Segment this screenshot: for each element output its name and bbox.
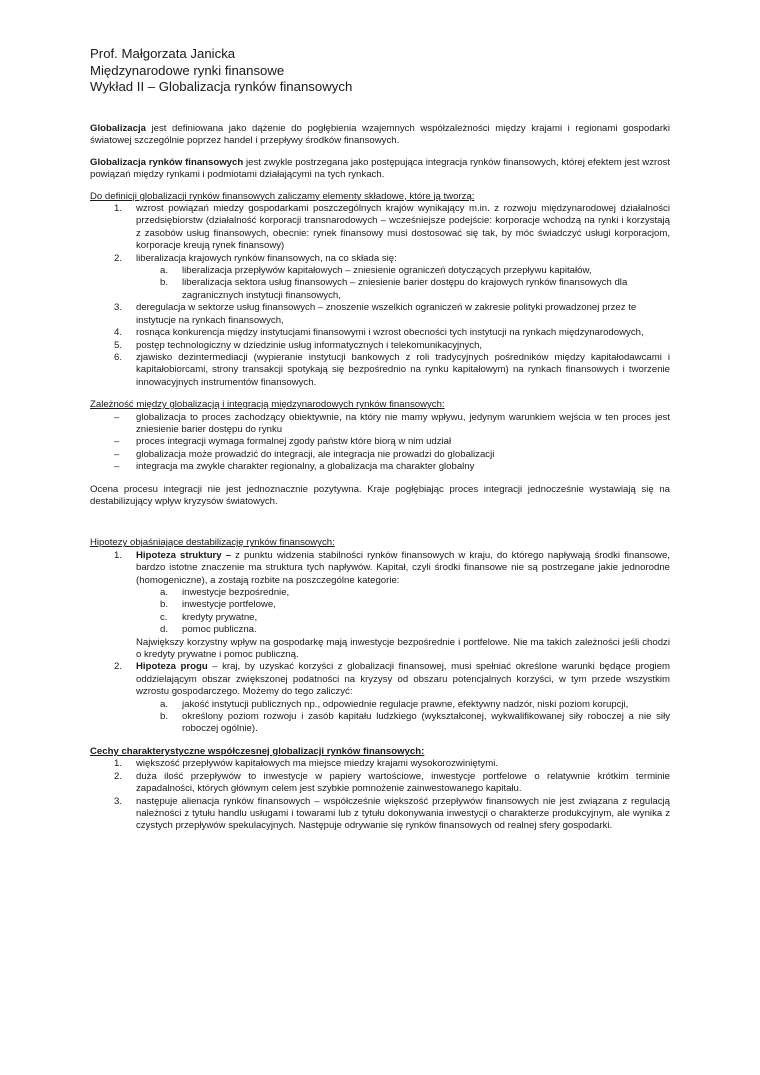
- list-item: – globalizacja to proces zachodzący obiektywnie, na który nie mamy wpływu, jedynym warunkiem wejścia w ten proces jest zniesienie barier dostępu do rynku: [114, 411, 670, 435]
- list-item: 1. większość przepływów kapitałowych ma miejsce miedzy krajami wysokorozwiniętymi.: [114, 758, 499, 770]
- sub-list: [136, 587, 670, 637]
- list-item: 3. następuje alienacja rynków finansowych – współcześnie większość przepływów finansowych nie jest związana z regulacją należności z tytułu handlu usługami i towarami lub z tytułu dokonywania inwestycji o charakterze produkcyjnym, ale wynika z czystych przepływów spekulacyjnych. Następuje odrywanie się rynków finansowych od realnej sfery gospodarki.: [114, 795, 670, 832]
- globalization-definition: [90, 123, 670, 148]
- dash-marker: –: [114, 436, 120, 448]
- list-marker: a.: [160, 587, 169, 598]
- term-financial-globalization: Globalizacja rynków finansowych: [90, 156, 244, 168]
- sub-list-item: d. pomoc publiczna.: [160, 624, 257, 636]
- list-item: 6. zjawisko dezintermediacji (wypieranie instytucji bankowych z roli tradycyjnych pośredników między kapitałodawcami i kapitałobiorcami, strony transakcji spotykają się bezpośrednio na rynku kapitałowym) na rynkach finansowych i tworzenie innowacyjnych instrumentów finansowych.: [114, 351, 670, 388]
- list-marker: 2.: [114, 770, 123, 782]
- list-item: 2. Hipoteza progu – kraj, by uzyskać korzyści z globalizacji finansowej, musi spełniać określone warunki będące progiem oddzielającym obszar zwiększonej podatności na kryzysy od obszaru potencjalnych korzyści, w tym przede wszystkim wzrostu gospodarczego. Możemy do tego zaliczyć: a. jakość instytucji publicznych np., odpowiednie regulacje prawne, efektywny nadzór, niski poziom korupcji, b. określony poziom rozwoju i zasób kapitału ludzkiego (wykształconej, wykwalifikowanej siły roboczej a nie siły roboczej ogólnie).: [114, 661, 670, 735]
- list-item: – globalizacja może prowadzić do integracji, ale integracja nie prowadzi do globalizacji: [114, 448, 495, 460]
- list-marker: 1.: [114, 549, 123, 561]
- lecture-line: Wykład II – Globalizacja rynków finansowych: [90, 79, 353, 94]
- list-marker: 1.: [114, 758, 123, 770]
- sub-list-item: b. określony poziom rozwoju i zasób kapitału ludzkiego (wykształconej, wykwalifikowanej siły roboczej a nie siły roboczej ogólnie).: [160, 711, 670, 735]
- sub-list-item: a. liberalizacja przepływów kapitałowych – zniesienie ograniczeń dotyczących przepływu kapitałów,: [160, 265, 592, 277]
- definition-text: jest zwykle postrzegana jako postępująca integracja rynków finansowych, której efektem jest wzrost powiązań między rynkami i podmiotami działającymi na tych rynkach.: [90, 156, 670, 181]
- sub-list-item: c. kredyty prywatne,: [160, 611, 258, 623]
- spacer: [90, 389, 670, 399]
- list-marker: a.: [160, 698, 169, 710]
- list-marker: 1.: [114, 203, 123, 215]
- list-marker: 5.: [114, 339, 123, 351]
- components-list: [90, 203, 670, 389]
- list-item: 2. liberalizacja krajowych rynków finansowych, na co składa się: a. liberalizacja przepływów kapitałowych – zniesienie ograniczeń dotyczących przepływu kapitałów, b. liberalizacja sektora usług finansowych – zniesienie barier dostępu do krajowych rynków finansowych dla zagranicznych instytucji finansowych,: [90, 253, 670, 303]
- spacer: [90, 517, 670, 537]
- spacer: [90, 474, 670, 484]
- list-marker: a.: [160, 265, 169, 277]
- hypotheses-heading: Hipotezy objaśniające destabilizację rynków finansowych:: [90, 537, 335, 549]
- sub-list-item: a. jakość instytucji publicznych np., odpowiednie regulacje prawne, efektywny nadzór, niski poziom korupcji,: [160, 698, 629, 710]
- author-line: Prof. Małgorzata Janicka: [90, 46, 236, 61]
- list-marker: 6.: [114, 351, 123, 363]
- list-marker: 4.: [114, 327, 123, 339]
- dash-marker: –: [114, 461, 120, 473]
- components-heading: Do definicji globalizacji rynków finansowych zaliczamy elementy składowe, które ją tworzą:: [90, 190, 475, 202]
- integration-assessment: Ocena procesu integracji nie jest jednoznacznie pozytywna. Kraje pogłębiając proces integracji jednocześnie wystawiają się na destabilizujący wpływ kryzysów światowych.: [90, 483, 670, 507]
- spacer: [90, 736, 670, 746]
- document-header: [90, 46, 352, 96]
- financial-globalization-definition: [90, 157, 670, 182]
- list-item: 1. wzrost powiązań miedzy gospodarkami poszczególnych krajów wynikający m.in. z rozwoju międzynarodowej działalności przedsiębiorstw (działalność korporacji transnarodowych – wcześniejsze podejście: korporacje wchodzą na rynki i korzystają z zasobów usług finansowych, obecnie: rynek finansowy musi dostosować się tak, by móc świadczyć usługi korporacjom, korporacje kreują rynek finansowy): [114, 203, 670, 252]
- list-item: 2. duża ilość przepływów to inwestycje w papiery wartościowe, inwestycje portfelowe o relatywnie krótkim terminie zapadalności, których głównym celem jest szybkie pomnożenie zainwestowanego kapitału.: [114, 770, 670, 795]
- features-list: [90, 758, 670, 832]
- list-item: 1. Hipoteza struktury – z punktu widzenia stabilności rynków finansowych w kraju, do którego napływają środki finansowe, bardzo istotne znaczenie ma struktura tych napływów. Kapitał, czyli środki finansowe nie są postrzegane jakie jednorodne (homogeniczne), a zostają rozbite na poszczególne kategorie: a. inwestycje bezpośrednie, b. inwestycje portfelowe, c. kredyty prywatne, d. pomoc publiczna. Największy korzystny wpływ na gospodarkę mają inwestycje bezpośrednie i portfelowe. Nie ma takich zależności jeśli chodzi o kredyty prywatne i pomoc publiczną.: [114, 549, 670, 661]
- hypothesis-title: Hipoteza struktury –: [136, 549, 232, 561]
- sub-list-item: b. inwestycje portfelowe,: [160, 599, 276, 611]
- list-marker: 2.: [114, 252, 123, 264]
- sub-list: [136, 265, 670, 302]
- list-marker: b.: [160, 711, 169, 723]
- list-item: – proces integracji wymaga formalnej zgody państw które biorą w nim udział: [114, 436, 452, 448]
- list-marker: d.: [160, 624, 169, 636]
- sub-list: [136, 699, 670, 736]
- features-heading: Cechy charakterystyczne współczesnej globalizacji rynków finansowych:: [90, 745, 425, 757]
- document-body: [90, 123, 670, 833]
- hypothesis-note: Największy korzystny wpływ na gospodarkę mają inwestycje bezpośrednie i portfelowe. Nie ma takich zależności jeśli chodzi o kredyty prywatne i pomoc publiczną.: [136, 636, 670, 661]
- relation-list: [90, 412, 670, 474]
- definition-text: jest definiowana jako dążenie do pogłębienia wzajemnych współzależności między krajami i regionami gospodarki światowej szczególnie poprzez handel i przepływy środków finansowych.: [90, 123, 670, 147]
- list-marker: 2.: [114, 661, 123, 673]
- list-marker: b.: [160, 277, 169, 289]
- list-item: 4. rosnąca konkurencja między instytucjami finansowymi i wzrost obecności tych instytucji na rynkach międzynarodowych,: [114, 327, 644, 339]
- list-item: – integracja ma zwykle charakter regionalny, a globalizacja ma charakter globalny: [114, 461, 475, 473]
- relation-heading: Zależność między globalizacją i integracją międzynarodowych rynków finansowych:: [90, 399, 445, 411]
- dash-marker: –: [114, 411, 120, 423]
- list-item: 3. deregulacja w sektorze usług finansowych – znoszenie wszelkich ograniczeń w zakresie polityki prowadzonej przez te instytucje na rynkach finansowych,: [114, 302, 637, 326]
- dash-marker: –: [114, 448, 120, 460]
- list-item: 5. postęp technologiczny w dziedzinie usług informatycznych i telekomunikacyjnych,: [114, 339, 483, 351]
- sub-list-item: b. liberalizacja sektora usług finansowych – zniesienie barier dostępu do krajowych rynków finansowych dla zagranicznych instytucji finansowych,: [160, 277, 628, 301]
- hypotheses-list: [90, 550, 670, 736]
- list-marker: 3.: [114, 302, 123, 314]
- sub-list-item: a. inwestycje bezpośrednie,: [160, 587, 290, 598]
- list-marker: c.: [160, 611, 168, 623]
- list-marker: 3.: [114, 795, 123, 807]
- course-line: Międzynarodowe rynki finansowe: [90, 62, 285, 78]
- hypothesis-title: Hipoteza progu: [136, 661, 208, 673]
- list-marker: b.: [160, 599, 169, 611]
- term-globalization: Globalizacja: [90, 123, 146, 134]
